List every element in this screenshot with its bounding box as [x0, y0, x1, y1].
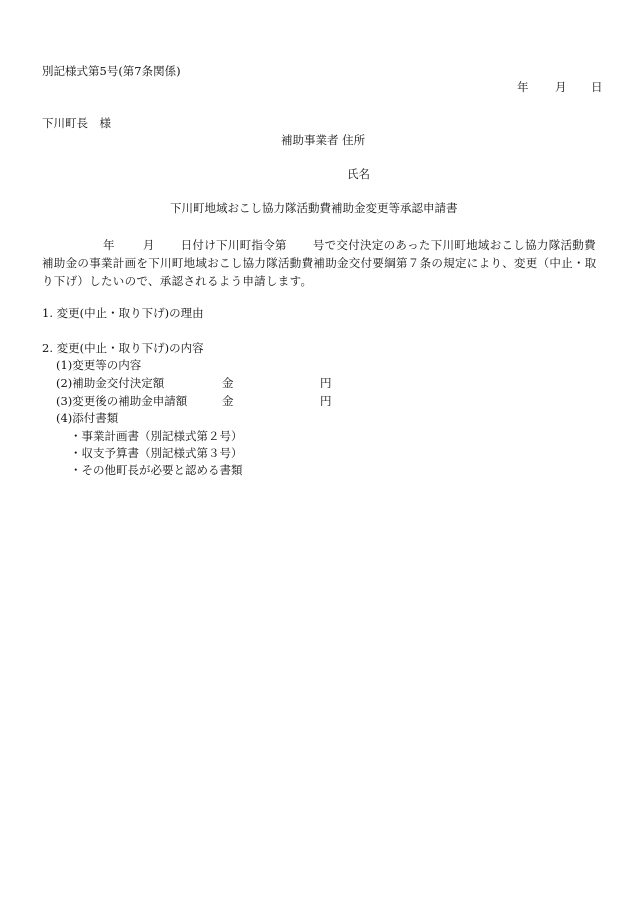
- section-2-item-1: (1)変更等の内容: [56, 358, 142, 372]
- section-2-item-2-kin: 金: [222, 376, 234, 390]
- section-2-item-2-en: 円: [320, 376, 332, 390]
- section-2-item-4: (4)添付書類: [56, 411, 119, 425]
- applicant-address-label: 補助事業者 住所: [281, 133, 366, 147]
- attachment-item: ・事業計画書（別記様式第２号）: [70, 429, 243, 443]
- section-2-item-3-en: 円: [320, 394, 332, 408]
- section-1-heading: 1. 変更(中止・取り下げ)の理由: [42, 306, 204, 320]
- section-2-heading: 2. 変更(中止・取り下げ)の内容: [42, 341, 204, 355]
- body-year-label: 年: [103, 238, 115, 252]
- date-month-label: 月: [555, 80, 567, 94]
- section-2-item-3-kin: 金: [222, 394, 234, 408]
- section-2-item-2-label: (2)補助金交付決定額: [56, 376, 165, 390]
- body-date-directive: 日付け下川町指令第: [180, 238, 287, 252]
- body-month-label: 月: [142, 238, 155, 252]
- form-label: 別記様式第5号(第7条関係): [42, 64, 181, 78]
- date-year-label: 年: [517, 80, 529, 94]
- body-text: 号で交付決定のあった下川町地域おこし協力隊活動費補助金の事業計画を下川町地域おこし協力隊活動費補助金交付要綱第７条の規定により、変更（中止・取り下げ）したいので、承認されるよう申請します。: [42, 238, 597, 288]
- attachment-item: ・その他町長が必要と認める書類: [70, 463, 243, 477]
- addressee: 下川町長 様: [42, 116, 111, 130]
- date-day-label: 日: [591, 80, 603, 94]
- body-paragraph: [42, 236, 602, 290]
- applicant-name-label: 氏名: [347, 167, 370, 181]
- attachment-item: ・収支予算書（別記様式第３号）: [70, 446, 243, 460]
- document-title: 下川町地域おこし協力隊活動費補助金変更等承認申請書: [170, 201, 458, 215]
- section-2-item-3-label: (3)変更後の補助金申請額: [56, 394, 188, 408]
